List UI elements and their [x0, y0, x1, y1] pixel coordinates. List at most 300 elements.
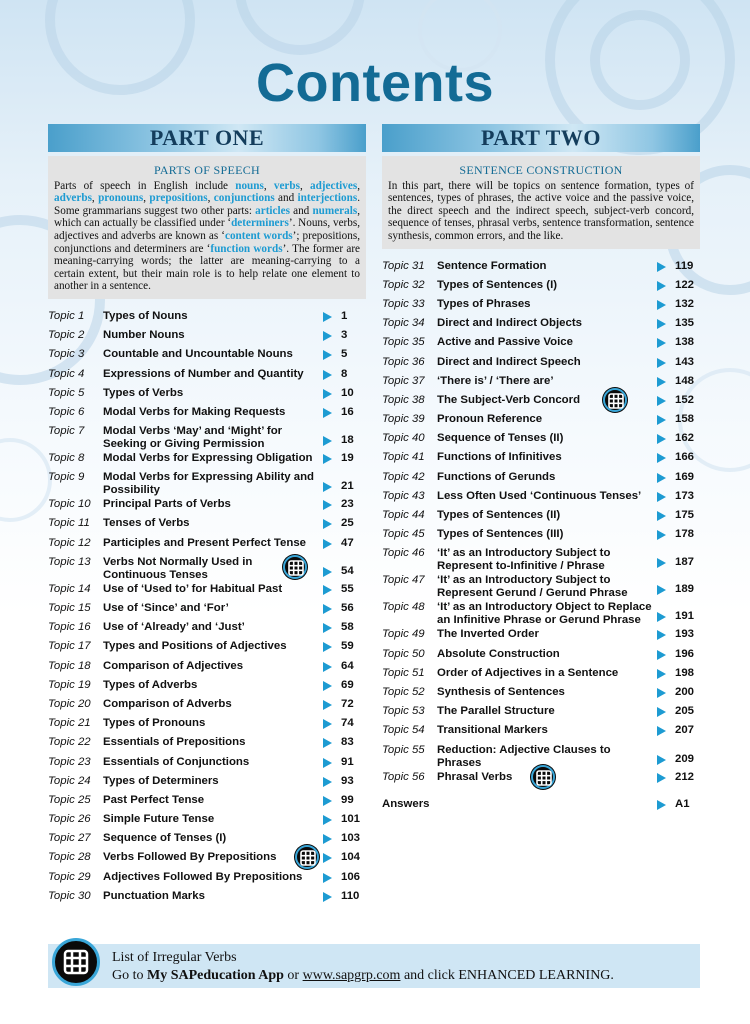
intro-text-segment: , which can actually be classified under ‘ [54, 204, 360, 230]
topic-page-number: 178 [675, 528, 695, 541]
topic-title-line: The Parallel Structure [437, 705, 555, 718]
topic-page-number: 91 [341, 755, 354, 768]
topic-title-line: Seeking or Giving Permission [103, 438, 265, 451]
topic-entry[interactable] [48, 678, 366, 697]
topic-entry[interactable] [382, 546, 700, 573]
topic-page [323, 678, 366, 692]
highlighted-term: interjections [297, 192, 358, 205]
triangle-pointer-icon [657, 319, 666, 329]
triangle-pointer-icon [657, 530, 666, 540]
triangle-pointer-icon [657, 755, 666, 765]
topic-page [657, 546, 700, 573]
topic-page-number: 119 [675, 259, 694, 272]
topic-entry[interactable] [382, 355, 700, 374]
triangle-pointer-icon [323, 389, 332, 399]
topic-title [437, 527, 657, 541]
topic-entry[interactable] [382, 647, 700, 666]
topic-title-line: Modal Verbs ‘May’ and ‘Might’ for [103, 425, 283, 438]
topic-title [103, 850, 323, 864]
part-one-intro-text [54, 180, 360, 293]
topic-title-line: Sequence of Tenses (II) [437, 432, 564, 445]
triangle-pointer-icon [323, 519, 332, 529]
topic-page [323, 850, 366, 864]
triangle-pointer-icon [323, 623, 332, 633]
triangle-pointer-icon [657, 262, 666, 272]
topic-number: Topic 33 [382, 297, 425, 310]
topic-entry[interactable] [48, 659, 366, 678]
topic-title [103, 774, 323, 788]
topic-title [437, 412, 657, 426]
topic-entry[interactable] [48, 639, 366, 658]
topic-title [437, 546, 657, 573]
topic-title [437, 431, 657, 445]
topic-page [657, 743, 700, 770]
topic-page [323, 889, 366, 903]
topic-title [103, 620, 323, 634]
topic-title [437, 297, 657, 311]
triangle-pointer-icon [323, 350, 332, 360]
topic-page [323, 328, 366, 342]
topic-entry[interactable] [48, 716, 366, 735]
topic-number: Topic 17 [48, 640, 91, 653]
topic-title [103, 716, 323, 730]
highlighted-term: conjunctions [213, 192, 275, 205]
topic-entry[interactable] [382, 704, 700, 723]
topic-title-line: Types of Determiners [103, 774, 219, 787]
triangle-pointer-icon [657, 726, 666, 736]
topic-entry[interactable] [382, 600, 700, 627]
triangle-pointer-icon [323, 758, 332, 768]
topic-title-line: Participles and Present Perfect Tense [103, 536, 307, 549]
triangle-pointer-icon [323, 662, 332, 672]
triangle-pointer-icon [323, 436, 332, 446]
topic-title-line: Absolute Construction [437, 647, 560, 660]
topic-entry[interactable] [48, 386, 366, 405]
enhanced-learning-app-icon[interactable] [52, 938, 100, 986]
highlighted-term: numerals [312, 204, 358, 217]
topic-entry[interactable] [48, 536, 366, 555]
topic-title-line: Direct and Indirect Objects [437, 317, 582, 330]
topic-title-line: Active and Passive Voice [437, 336, 573, 349]
topic-title [103, 678, 323, 692]
topic-entry[interactable] [382, 527, 700, 546]
topic-number: Topic 15 [48, 602, 91, 614]
topic-entry[interactable] [48, 367, 366, 386]
part-two-label: PART TWO [481, 125, 601, 150]
topic-entry[interactable] [48, 405, 366, 424]
triangle-pointer-icon [657, 585, 666, 595]
highlighted-term: verbs [273, 179, 300, 192]
topic-title-line: Types and Positions of Adjectives [103, 640, 287, 653]
topic-number: Topic 2 [48, 329, 85, 342]
topic-title-line: Tenses of Verbs [103, 517, 190, 530]
topic-page [657, 489, 700, 503]
topic-title [103, 367, 323, 381]
topic-title [103, 735, 323, 749]
topic-number: Topic 19 [48, 678, 91, 691]
triangle-pointer-icon [323, 370, 332, 380]
topic-title [103, 516, 323, 530]
topic-page [323, 755, 366, 769]
topic-title-line: Pronoun Reference [437, 413, 543, 426]
footer-line-2 [112, 967, 614, 985]
topic-entry[interactable] [48, 697, 366, 716]
topic-entry[interactable] [382, 335, 700, 354]
topic-title-line: ‘It’ as an Introductory Subject to [437, 547, 611, 560]
topic-title-line: Comparison of Adjectives [103, 659, 244, 672]
topic-page-number: 196 [675, 647, 695, 660]
topic-entry[interactable] [48, 735, 366, 754]
enhanced-learning-icon[interactable] [603, 388, 627, 412]
topic-number: Topic 39 [382, 413, 425, 426]
topic-entry[interactable] [48, 309, 366, 328]
topic-number: Topic 23 [48, 755, 91, 768]
topic-number: Topic 6 [48, 405, 85, 418]
topic-title [437, 470, 657, 484]
topic-entry[interactable] [48, 831, 366, 850]
topic-entry[interactable] [48, 793, 366, 812]
topic-page-number: 104 [341, 851, 361, 864]
topic-entry[interactable] [382, 297, 700, 316]
topic-number: Topic 37 [382, 374, 425, 387]
topic-title [103, 582, 323, 596]
topic-page-number: 54 [341, 564, 354, 577]
topic-entry[interactable] [48, 601, 366, 620]
topic-page-number: 21 [341, 480, 354, 493]
footer-line-1: List of Irregular Verbs [112, 950, 237, 965]
topic-entry[interactable] [382, 316, 700, 335]
answers-page [657, 797, 700, 811]
topic-number: Topic 18 [48, 659, 91, 672]
topic-title-line: Types of Adverbs [103, 678, 198, 691]
footer-app-name[interactable]: My SAPeducation App [147, 968, 284, 983]
topic-page-number: 187 [675, 556, 695, 569]
topic-entry[interactable] [382, 450, 700, 469]
topic-entry[interactable] [382, 573, 700, 600]
topic-page [323, 697, 366, 711]
triangle-pointer-icon [323, 500, 332, 510]
topic-number: Topic 40 [382, 432, 425, 445]
topic-title-line: Simple Future Tense [103, 813, 215, 826]
topic-page-number: 83 [341, 736, 354, 749]
intro-text-segment: ’. The former are meaning-carrying words; the latter are meaning-carrying to a certain extent, but their main role is to help relate one element to another in a sentence. [54, 242, 361, 293]
enhanced-learning-icon[interactable] [283, 555, 307, 579]
topic-page [323, 424, 366, 451]
topic-entry[interactable] [382, 393, 700, 412]
triangle-pointer-icon [323, 454, 332, 464]
topic-page-number: 58 [341, 621, 354, 634]
topic-page-number: 207 [675, 724, 695, 737]
topic-entry[interactable] [48, 812, 366, 831]
topic-title [103, 424, 323, 451]
topic-entry[interactable] [48, 582, 366, 601]
topic-number: Topic 29 [48, 870, 91, 883]
topic-entry[interactable] [382, 470, 700, 489]
topic-title-line: The Inverted Order [437, 628, 539, 641]
part-one-column [48, 124, 366, 908]
topic-page-number: 3 [341, 329, 348, 342]
topic-title-line: Principal Parts of Verbs [103, 498, 231, 511]
topic-title-line: an Infinitive Phrase or Gerund Phrase [437, 614, 641, 627]
topic-title-line: Direct and Indirect Speech [437, 355, 581, 368]
topic-title-line: Essentials of Prepositions [103, 736, 246, 749]
topic-page [657, 412, 700, 426]
topic-page-number: 25 [341, 517, 354, 530]
topic-page-number: 135 [675, 317, 695, 330]
part-one-label: PART ONE [149, 125, 265, 150]
topic-number: Topic 41 [382, 451, 425, 464]
topic-title-line: Adjectives Followed By Prepositions [103, 870, 303, 883]
topic-number: Topic 25 [48, 793, 91, 806]
topic-number: Topic 20 [48, 697, 91, 710]
topic-number: Topic 7 [48, 425, 85, 438]
part-two-intro-text [388, 180, 694, 243]
topic-page [657, 355, 700, 369]
topic-title [103, 659, 323, 673]
triangle-pointer-icon [323, 719, 332, 729]
topic-title-line: Types of Pronouns [103, 717, 206, 730]
topic-page [657, 393, 700, 407]
topic-page-number: 74 [341, 717, 354, 730]
topic-entry[interactable] [382, 666, 700, 685]
topic-title [437, 316, 657, 330]
topic-entry[interactable] [48, 620, 366, 639]
triangle-pointer-icon [657, 300, 666, 310]
topic-title [437, 685, 657, 699]
topic-page [657, 627, 700, 641]
topic-title-line: ‘There is’ / ‘There are’ [437, 374, 554, 387]
topic-number: Topic 22 [48, 736, 91, 749]
topic-number: Topic 11 [48, 517, 90, 530]
topic-title-line: Represent to-Infinitive / Phrase [437, 560, 605, 573]
triangle-pointer-icon [657, 650, 666, 660]
answers-entry[interactable] [382, 797, 700, 816]
triangle-pointer-icon [323, 567, 332, 577]
topic-page [323, 659, 366, 673]
triangle-pointer-icon [657, 669, 666, 679]
topic-page [657, 297, 700, 311]
topic-page [657, 685, 700, 699]
triangle-pointer-icon [657, 377, 666, 387]
topic-page [323, 601, 366, 615]
answers-label: Answers [382, 797, 430, 810]
topic-number: Topic 10 [48, 498, 91, 511]
intro-text-segment: . Some grammarians suggest two other parts: [54, 192, 360, 217]
topic-number: Topic 49 [382, 628, 425, 641]
topic-entry[interactable] [382, 723, 700, 742]
topic-page-number: 18 [341, 434, 354, 447]
topic-title-line: Reduction: Adjective Clauses to [437, 743, 611, 756]
topic-page [323, 582, 366, 596]
footer-tail: and click ENHANCED LEARNING. [400, 968, 614, 983]
triangle-pointer-icon [323, 892, 332, 902]
triangle-pointer-icon [323, 585, 332, 595]
topic-title [437, 355, 657, 369]
footer-url-link[interactable]: www.sapgrp.com [302, 968, 401, 983]
topic-entry[interactable] [48, 347, 366, 366]
topic-title [437, 666, 657, 680]
topic-number: Topic 1 [48, 309, 85, 322]
topic-title [437, 335, 657, 349]
topic-title [437, 723, 657, 737]
topic-title [437, 647, 657, 661]
topic-page [657, 704, 700, 718]
topic-entry[interactable] [48, 516, 366, 535]
topic-entry[interactable] [48, 470, 366, 497]
topic-page [323, 405, 366, 419]
topic-number: Topic 30 [48, 889, 91, 902]
triangle-pointer-icon [323, 796, 332, 806]
triangle-pointer-icon [657, 281, 666, 291]
intro-text-segment: , [357, 179, 361, 192]
topic-page-number: 162 [675, 432, 695, 445]
topic-number: Topic 48 [382, 601, 425, 614]
topic-page [657, 600, 700, 627]
topic-title-line: Less Often Used ‘Continuous Tenses’ [437, 489, 642, 502]
topic-title [437, 374, 657, 388]
topic-entry[interactable] [48, 424, 366, 451]
topic-number: Topic 53 [382, 705, 425, 718]
highlighted-term: function words [210, 242, 283, 255]
topic-page-number: 169 [675, 470, 695, 483]
topic-number: Topic 27 [48, 832, 91, 845]
topic-title-line: Functions of Infinitives [437, 451, 562, 464]
footer-or: or [283, 968, 303, 983]
topic-title [103, 555, 323, 582]
intro-text-segment: In this part, there will be topics on sentence formation, types of sentences, types of phrases, the active voice and the passive voice, the direct speech and the indirect speech, subject-verb concord, sequence of tenses, phrasal verbs, sentence transformation, sentence synthesis, common errors, and the like. [388, 179, 694, 242]
topic-page-number: 166 [675, 451, 695, 464]
topic-title [103, 347, 323, 361]
triangle-pointer-icon [657, 473, 666, 483]
topic-page-number: 173 [675, 489, 695, 502]
topic-entry[interactable] [382, 431, 700, 450]
part-one-topic-list [48, 309, 366, 908]
topic-page [323, 555, 366, 582]
topic-number: Topic 56 [382, 770, 425, 783]
topic-page [657, 470, 700, 484]
topic-page [323, 812, 366, 826]
topic-entry[interactable] [48, 889, 366, 908]
topic-page [657, 527, 700, 541]
topic-page [657, 450, 700, 464]
triangle-pointer-icon [657, 630, 666, 640]
topic-page [323, 497, 366, 511]
topic-title [103, 497, 323, 511]
topic-page-number: 23 [341, 498, 354, 511]
topic-number: Topic 42 [382, 470, 425, 483]
intro-text-segment: and [289, 204, 313, 217]
topic-page-number: 212 [675, 770, 695, 783]
topic-entry[interactable] [48, 497, 366, 516]
topic-entry[interactable] [48, 774, 366, 793]
topic-entry[interactable] [382, 374, 700, 393]
topic-title [103, 405, 323, 419]
part-two-topic-list [382, 259, 700, 789]
topic-entry[interactable] [382, 627, 700, 646]
footer-text [112, 949, 614, 985]
topic-entry[interactable] [382, 278, 700, 297]
enhanced-learning-icon[interactable] [531, 765, 555, 789]
topic-title-line: Types of Sentences (II) [437, 509, 561, 521]
topic-page-number: 19 [341, 452, 354, 465]
topic-title [103, 793, 323, 807]
triangle-pointer-icon [657, 511, 666, 521]
topic-title-line: Types of Phrases [437, 297, 531, 310]
page-title: Contents [256, 53, 494, 113]
topic-entry[interactable] [382, 770, 700, 789]
topic-entry[interactable] [48, 755, 366, 774]
part-two-column [382, 124, 700, 816]
topic-page [323, 620, 366, 634]
topic-page [323, 870, 366, 884]
topic-title-line: ‘It’ as an Introductory Subject to [437, 574, 611, 587]
topic-page [323, 451, 366, 465]
topic-page [323, 470, 366, 497]
topic-number: Topic 5 [48, 386, 85, 399]
topic-title-line: Functions of Gerunds [437, 470, 556, 483]
topic-number: Topic 36 [382, 355, 425, 368]
topic-number: Topic 47 [382, 574, 425, 587]
topic-title-line: Verbs Followed By Prepositions [103, 851, 277, 864]
topic-page-number: 148 [675, 374, 695, 387]
topic-title [103, 536, 323, 550]
topic-page-number: 106 [341, 870, 361, 883]
topic-page [657, 666, 700, 680]
topic-entry[interactable] [48, 328, 366, 347]
topic-entry[interactable] [382, 489, 700, 508]
topic-number: Topic 3 [48, 348, 85, 361]
triangle-pointer-icon [657, 800, 666, 810]
triangle-pointer-icon [323, 873, 332, 883]
topic-title-line: Transitional Markers [437, 724, 548, 737]
topic-title-line: Modal Verbs for Expressing Obligation [103, 452, 313, 465]
highlighted-term: content words [224, 229, 293, 242]
triangle-pointer-icon [323, 700, 332, 710]
topic-number: Topic 4 [48, 367, 85, 380]
topic-entry[interactable] [48, 850, 366, 869]
topic-title-line: Order of Adjectives in a Sentence [437, 666, 619, 679]
topic-page-number: 152 [675, 393, 695, 406]
topic-entry[interactable] [382, 508, 700, 527]
topic-page-number: 69 [341, 678, 354, 691]
triangle-pointer-icon [323, 738, 332, 748]
topic-title-line: Sentence Formation [437, 259, 547, 272]
topic-title-line: Verbs Not Normally Used in [103, 555, 253, 568]
topic-page-number: 198 [675, 666, 695, 679]
topic-entry[interactable] [382, 685, 700, 704]
topic-title [437, 600, 657, 627]
intro-text-segment: and [274, 192, 298, 205]
topic-page [657, 259, 700, 273]
topic-number: Topic 46 [382, 547, 425, 560]
topic-entry[interactable] [48, 870, 366, 889]
topic-number: Topic 52 [382, 685, 425, 698]
topic-number: Topic 50 [382, 647, 425, 660]
topic-page [323, 831, 366, 845]
topic-number: Topic 38 [382, 393, 425, 406]
topic-entry[interactable] [48, 555, 366, 582]
topic-page-number: 209 [675, 752, 695, 765]
enhanced-learning-icon[interactable] [295, 845, 319, 869]
topic-page [657, 335, 700, 349]
topic-title-line: Modal Verbs for Making Requests [103, 405, 286, 418]
topic-entry[interactable] [382, 259, 700, 278]
topic-page [657, 573, 700, 600]
triangle-pointer-icon [323, 408, 332, 418]
topic-entry[interactable] [48, 451, 366, 470]
topic-title [437, 573, 657, 600]
topic-entry[interactable] [382, 412, 700, 431]
